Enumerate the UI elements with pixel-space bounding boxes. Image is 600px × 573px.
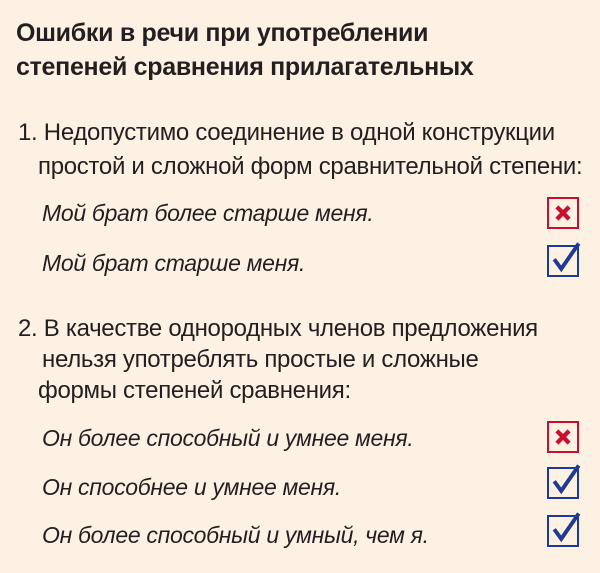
example-2-2: Он способнее и умнее меня. [42, 474, 341, 500]
rule-1-line-1: 1. Недопустимо соединение в одной конструкции [18, 119, 555, 146]
rule-2-line-3: формы степеней сравнения: [38, 377, 351, 404]
rule-2-line-1: 2. В качестве однородных членов предложения [18, 315, 538, 342]
check-glyph [549, 469, 577, 497]
wrong-cross-icon [547, 197, 579, 229]
correct-check-icon [547, 467, 579, 499]
correct-check-icon [547, 515, 579, 547]
page-title [16, 16, 474, 84]
example-1-1: Мой брат более старше меня. [42, 200, 374, 226]
title-line-1: Ошибки в речи при употреблении [16, 19, 429, 47]
rule-2-line-2: нельзя употреблять простые и сложные [42, 346, 479, 373]
rule-1-line-2: простой и сложной форм сравнительной степени: [38, 153, 583, 180]
example-2-1: Он более способный и умнее меня. [42, 425, 414, 451]
example-2-3: Он более способный и умный, чем я. [42, 522, 429, 548]
check-glyph [549, 517, 577, 545]
cross-glyph [549, 199, 577, 227]
example-1-2: Мой брат старше меня. [42, 250, 306, 276]
wrong-cross-icon [547, 421, 579, 453]
check-glyph [549, 247, 577, 275]
cross-glyph [549, 423, 577, 451]
correct-check-icon [547, 245, 579, 277]
title-line-2: степеней сравнения прилагательных [16, 53, 474, 81]
